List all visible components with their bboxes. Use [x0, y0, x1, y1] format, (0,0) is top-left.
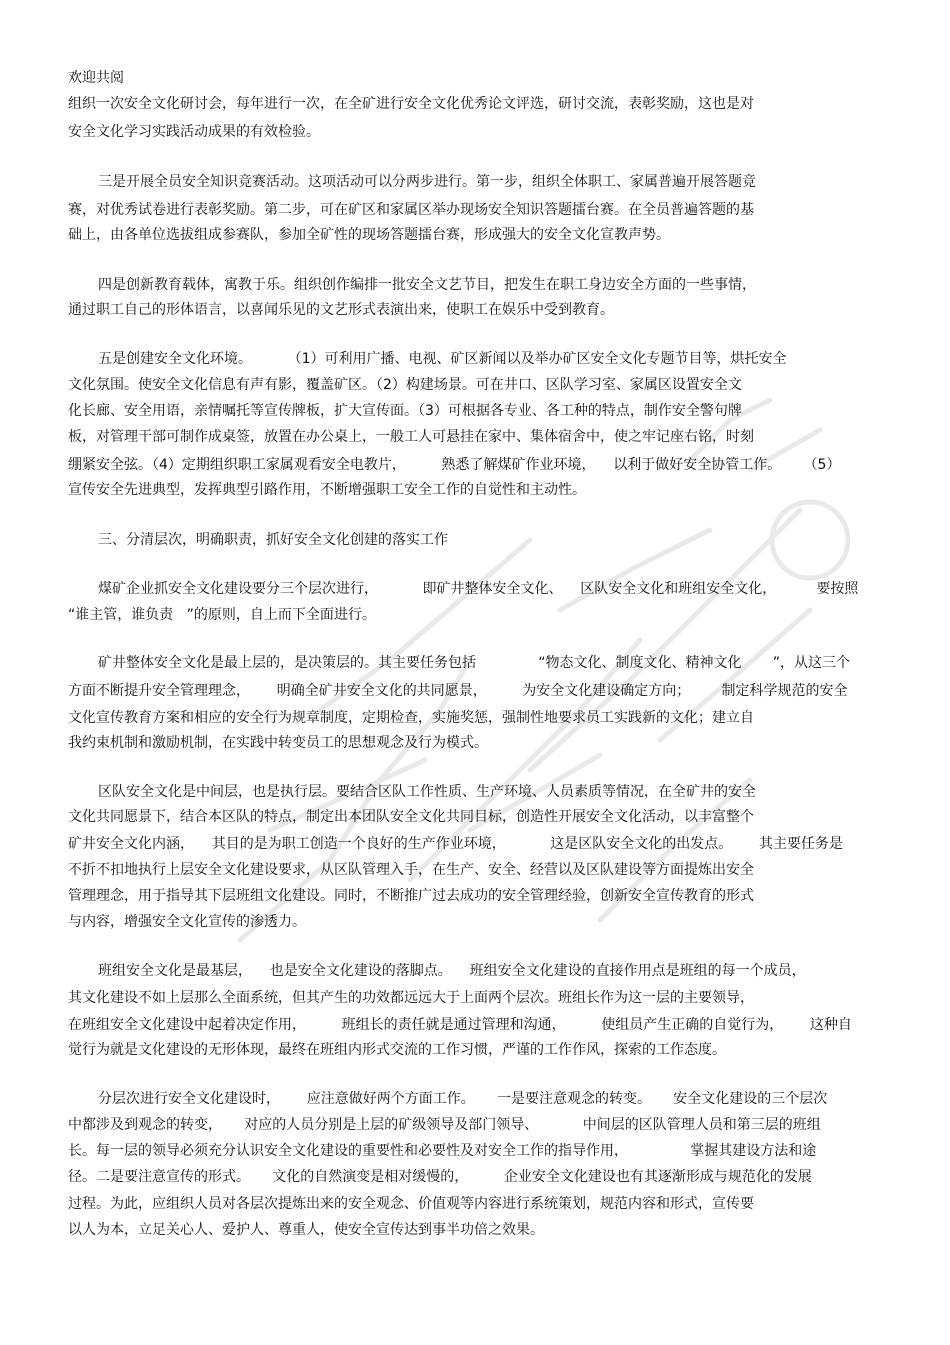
- paragraph-line: 五是创建安全文化环境。 （1）可利用广播、电视、矿区新闻以及举办矿区安全文化专题节目等，烘托安全: [98, 351, 787, 367]
- paragraph-line: 管理理念，用于指导其下层班组文化建设。同时，不断推广过去成功的安全管理经验，创新安全宣传教育的形式: [68, 888, 754, 904]
- paragraph-line: 煤矿企业抓安全文化建设要分三个层次进行， 即矿井整体安全文化、 区队安全文化和班组安全文化， 要按照: [98, 581, 859, 597]
- paragraph-line: 板，对管理干部可制作成桌签，放置在办公桌上，一般工人可悬挂在家中、集体宿舍中，使之牢记座右铭，时刻: [68, 429, 754, 445]
- paragraph-line: 觉行为就是文化建设的无形体现，最终在班组内形式交流的工作习惯，严谨的工作作风，探索的工作态度。: [68, 1042, 726, 1058]
- paragraph-line: 长。每一层的领导必须充分认识安全文化建设的重要性和必要性及对安全工作的指导作用， 掌握其建设方法和途: [68, 1143, 817, 1159]
- paragraph-line: 中都涉及到观念的转变， 对应的人员分别是上层的矿级领导及部门领导、 中间层的区队管理人员和第三层的班组: [68, 1117, 821, 1133]
- paragraph-line: 通过职工自己的形体语言，以喜闻乐见的文艺形式表演出来，使职工在娱乐中受到教育。: [68, 302, 614, 318]
- paragraph-line: 矿井整体安全文化是最上层的，是决策层的。其主要任务包括 “物态文化、制度文化、精神文化 ”，从这三个: [98, 655, 850, 671]
- paragraph-line: 区队安全文化是中间层，也是执行层。要结合区队工作性质、生产环境、人员素质等情况，在全矿井的安全: [98, 784, 756, 800]
- section-heading: 三、分清层次，明确职责，抓好安全文化创建的落实工作: [98, 532, 448, 548]
- paragraph-line: 三是开展全员安全知识竞赛活动。这项活动可以分两步进行。第一步，组织全体职工、家属普遍开展答题竞: [98, 174, 756, 190]
- paragraph-line: 径。二是要注意宣传的形式。 文化的自然演变是相对缓慢的， 企业安全文化建设也有其逐渐形成与规范化的发展: [68, 1169, 812, 1185]
- paragraph-line: 文化共同愿景下，结合本区队的特点，制定出本团队安全文化共同目标，创造性开展安全文化活动，以丰富整个: [68, 809, 754, 825]
- paragraph-line: 以人为本，立足关心人、爱护人、尊重人，使安全宣传达到事半功倍之效果。: [68, 1222, 544, 1238]
- paragraph-line: 文化宣传教育方案和相应的安全行为规章制度，定期检查，实施奖惩，强制性地要求员工实践新的文化；建立自: [68, 710, 754, 726]
- paragraph-line: 其文化建设不如上层那么全面系统，但其产生的功效都远远大于上面两个层次。班组长作为这一层的主要领导，: [68, 990, 754, 1006]
- paragraph-line: “谁主管，谁负责 ”的原则，自上而下全面进行。: [68, 607, 376, 623]
- paragraph-line: 绷紧安全弦。（4）定期组织职工家属观看安全电教片， 熟悉了解煤矿作业环境， 以利于做好安全协管工作。 （5）: [68, 457, 841, 473]
- paragraph-line: 组织一次安全文化研讨会，每年进行一次，在全矿进行安全文化优秀论文评选，研讨交流，表彰奖励，这也是对: [68, 96, 754, 112]
- paragraph-line: 与内容，增强安全文化宣传的渗透力。: [68, 914, 306, 930]
- paragraph-line: 宣传安全先进典型，发挥典型引路作用，不断增强职工安全工作的自觉性和主动性。: [68, 482, 586, 498]
- paragraph-line: 矿井安全文化内涵， 其目的是为职工创造一个良好的生产作业环境， 这是区队安全文化的出发点。 其主要任务是: [68, 836, 844, 852]
- paragraph-line: 础上，由各单位选拔组成参赛队，参加全矿性的现场答题擂台赛，形成强大的安全文化宣教声势。: [68, 227, 670, 243]
- paragraph-line: 班组安全文化是最基层， 也是安全文化建设的落脚点。 班组安全文化建设的直接作用点是班组的每一个成员，: [98, 963, 806, 979]
- paragraph-line: 我约束机制和激励机制，在实践中转变员工的思想观念及行为模式。: [68, 735, 488, 751]
- paragraph-line: 分层次进行安全文化建设时， 应注意做好两个方面工作。 一是要注意观念的转变。 安全文化建设的三个层次: [98, 1091, 828, 1107]
- paragraph-line: 过程。为此，应组织人员对各层次提炼出来的安全观念、价值观等内容进行系统策划，规范内容和形式，宣传要: [68, 1196, 754, 1212]
- paragraph-line: 不折不扣地执行上层安全文化建设要求，从区队管理入手，在生产、安全、经营以及区队建设等方面提炼出安全: [68, 862, 754, 878]
- paragraph-line: 文化氛围。使安全文化信息有声有影，覆盖矿区。（2）构建场景。可在井口、区队学习室、家属区设置安全文: [68, 377, 742, 393]
- paragraph-line: 四是创新教育载体，寓教于乐。组织创作编排一批安全文艺节目，把发生在职工身边安全方面的一些事情，: [98, 277, 756, 293]
- paragraph-line: 方面不断提升安全管理理念， 明确全矿井安全文化的共同愿景， 为安全文化建设确定方向； 制定科学规范的安全: [68, 683, 848, 699]
- paragraph-line: 化长廊、安全用语，亲情嘱托等宣传牌板，扩大宣传面。（3）可根据各专业、各工种的特点，制作安全警句牌: [68, 403, 742, 419]
- paragraph-line: 赛，对优秀试卷进行表彰奖励。第二步，可在矿区和家属区举办现场安全知识答题擂台赛。在全员普遍答题的基: [68, 202, 754, 218]
- paragraph-line: 安全文化学习实践活动成果的有效检验。: [68, 124, 320, 140]
- paragraph-line: 在班组安全文化建设中起着决定作用， 班组长的责任就是通过管理和沟通， 使组员产生正确的自觉行为， 这种自: [68, 1017, 852, 1033]
- page-header: 欢迎共阅: [68, 70, 124, 86]
